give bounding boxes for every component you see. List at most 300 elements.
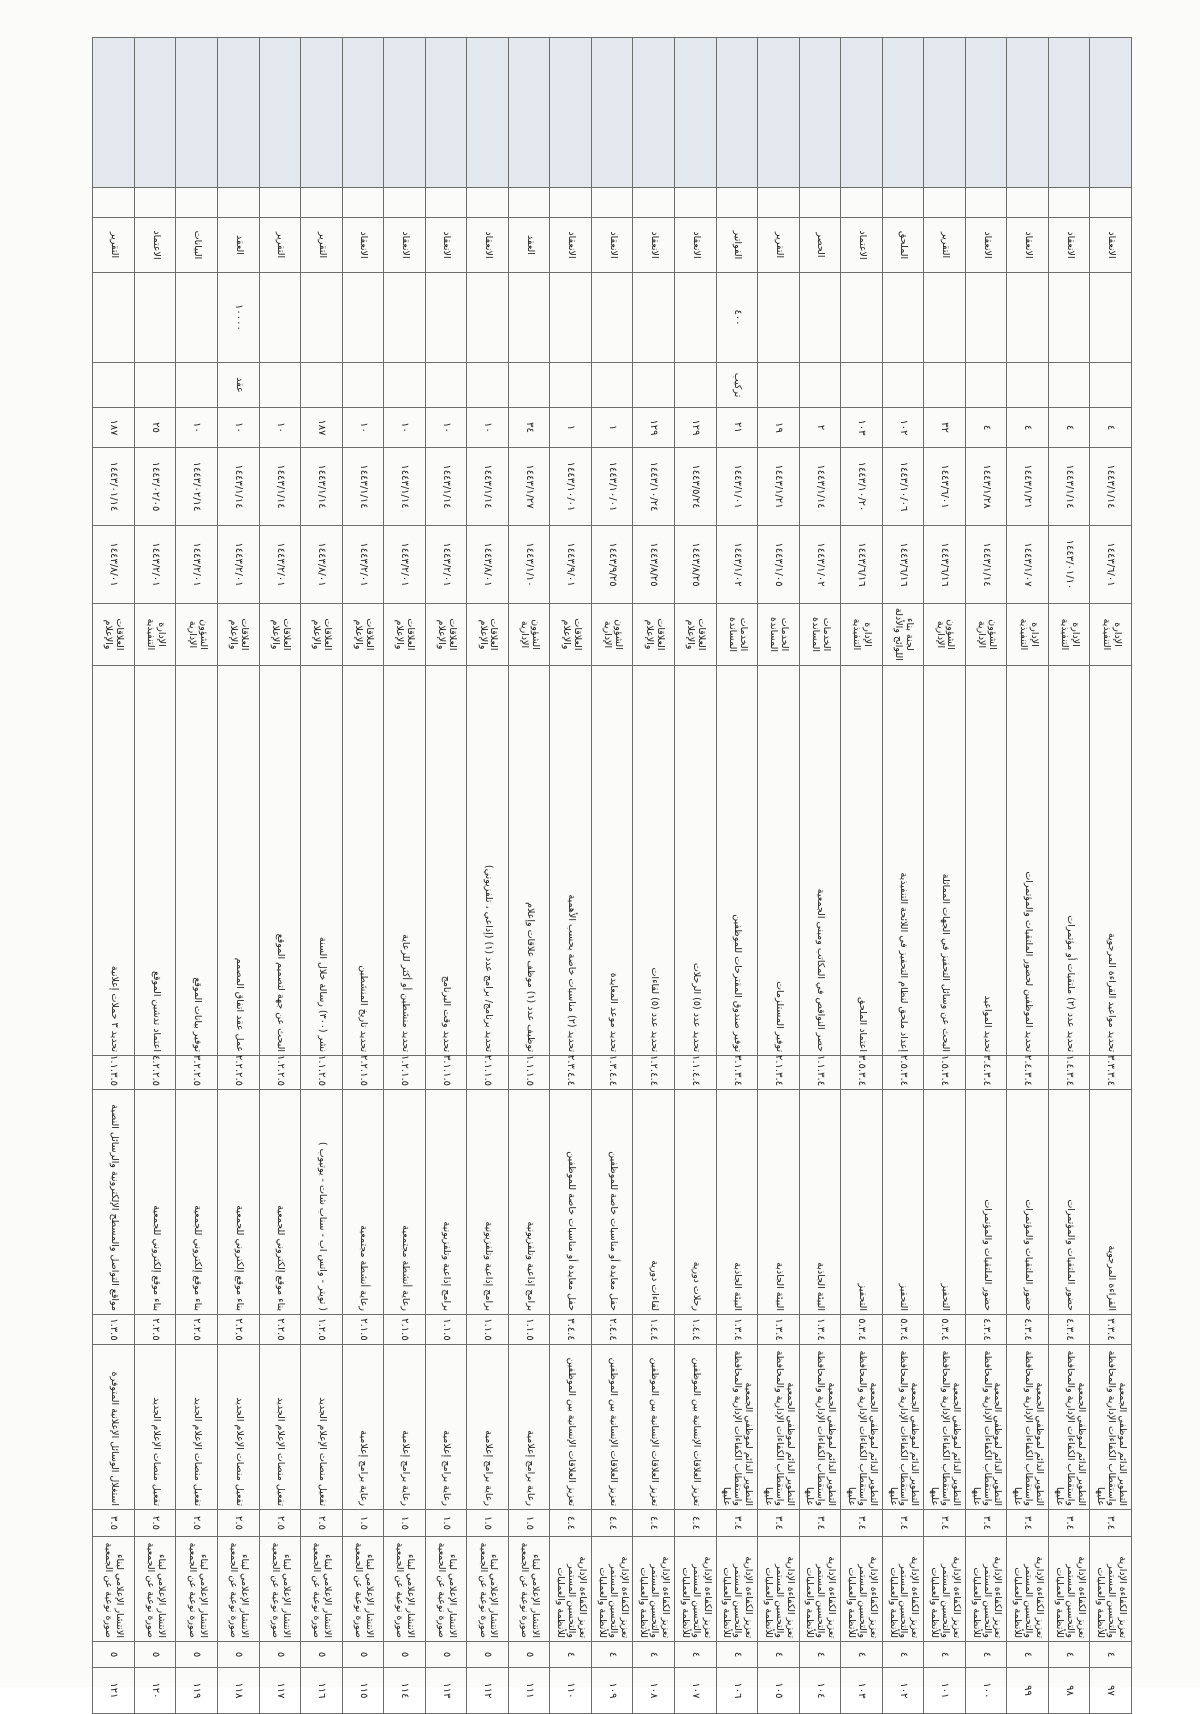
- quantity-cell: ٤٠٠: [716, 273, 758, 363]
- program-code-cell: ١.٢.١.٥: [384, 1056, 426, 1090]
- indicator-cell: الفواتير: [716, 218, 758, 273]
- quantity-cell: [301, 273, 343, 363]
- row-number-cell: ١٠٣: [841, 1668, 883, 1714]
- indicator-cell: الملحق: [882, 218, 924, 273]
- duration-cell: ١٠: [176, 408, 218, 448]
- strategic-axis-number-cell: ٤: [924, 1642, 966, 1668]
- program-code-cell: ٤.٢.٢.٥: [134, 1056, 176, 1090]
- responsible-department-cell: الإدارة التنفيذية: [1007, 604, 1049, 666]
- program-code-cell: ٣.٥.٣.٤: [841, 1056, 883, 1090]
- shaded-cell-cell: [758, 38, 800, 188]
- strategic-goal-cell: تعزيز الكفاءة الإدارية والتحسين المستمر للأنظمة والعمليات: [965, 1537, 1007, 1642]
- responsible-department-cell: العلاقات والإعلام: [342, 604, 384, 666]
- shaded-cell-cell: [924, 38, 966, 188]
- program-code-cell: ١.٣.٤.٤: [591, 1056, 633, 1090]
- goal-code-cell: ٤.٤: [550, 1510, 592, 1537]
- program-code-cell: ١.٢.٢.٥: [259, 1056, 301, 1090]
- program-cell: القراءة المرجوية: [1090, 1090, 1132, 1315]
- responsible-department-cell: العلاقات والإعلام: [467, 604, 509, 666]
- program-code-cell: ٣.١.٣.٤: [716, 1056, 758, 1090]
- strategic-goal-cell: تعزيز الكفاءة الإدارية والتحسين المستمر للأنظمة والعمليات: [924, 1537, 966, 1642]
- indicator-cell: التقرير: [301, 218, 343, 273]
- strategic-goal-cell: تعزيز الكفاءة الإدارية والتحسين المستمر للأنظمة والعمليات: [758, 1537, 800, 1642]
- program-code-cell: ١.٤.٣.٤: [1048, 1056, 1090, 1090]
- activity-cell: توظيف عدد (١) موظف علاقات وإعلام: [508, 666, 550, 1056]
- shaded-cell-cell: [301, 38, 343, 188]
- goal-code-cell: ٤.٤: [633, 1510, 675, 1537]
- strategic-goal-cell: تعزيز الكفاءة الإدارية والتحسين المستمر للأنظمة والعمليات: [882, 1537, 924, 1642]
- strategic-goal-cell: تعزيز الكفاءة الإدارية والتحسين المستمر للأنظمة والعمليات: [1090, 1537, 1132, 1642]
- start-date-cell: ١٤٤٣/٢/٠١: [217, 526, 259, 604]
- goal-code-cell: ٣.٤: [716, 1510, 758, 1537]
- strategic-goal-cell: الانتشار الإعلامي لبناء صورة نوعية عن الجمعية: [301, 1537, 343, 1642]
- program-cell: بناء موقع إلكتروني للجمعية: [176, 1090, 218, 1315]
- unit-cell: [508, 363, 550, 408]
- objective-cell: التطوير الدائم لموظفي الجمعية واستقطاب الكفاءات الإدارية والمحافظة عليها: [841, 1345, 883, 1510]
- end-date-cell: ١٤٤٣/٠٢/٠٥: [134, 448, 176, 526]
- responsible-department-cell: العلاقات والإعلام: [217, 604, 259, 666]
- activity-cell: اعتماد تدشين الموقع: [134, 666, 176, 1056]
- program-code-cell: ٢.٢.١.٥: [342, 1056, 384, 1090]
- duration-cell: ١٠: [384, 408, 426, 448]
- goal-code-cell: ٣.٤: [1048, 1510, 1090, 1537]
- program-code-cell: ١.١.٢.٥: [301, 1056, 343, 1090]
- operational-plan-table: [92, 37, 1132, 1714]
- table-row: [591, 38, 633, 1714]
- objective-cell: تفعيل منصات الإعلام الجديد: [134, 1345, 176, 1510]
- goal-code-cell: ١.٥: [384, 1510, 426, 1537]
- end-date-cell: ١٤٤٣/١٠/٠٦: [882, 448, 924, 526]
- program-cell: البيئة الجاذبة: [758, 1090, 800, 1315]
- indicator-cell: الانعقاد: [1007, 218, 1049, 273]
- activity-cell: نشر (٣٠٠) رسالة خلال السنة: [301, 666, 343, 1056]
- strategic-goal-cell: تعزيز الكفاءة الإدارية والتحسين المستمر للأنظمة والعمليات: [1007, 1537, 1049, 1642]
- start-date-cell: ١٤٤٣/٦/١٦: [882, 526, 924, 604]
- strategic-goal-cell: الانتشار الإعلامي لبناء صورة نوعية عن الجمعية: [134, 1537, 176, 1642]
- objective-code-cell: ١.١.٥: [467, 1315, 509, 1345]
- quantity-cell: [384, 273, 426, 363]
- goal-code-cell: ٣.٤: [924, 1510, 966, 1537]
- start-date-cell: ١٤٤٣/٢/٠١: [259, 526, 301, 604]
- empty-cell-cell: [633, 188, 675, 218]
- activity-cell: توفير صندوق المقترحات للموظفين: [716, 666, 758, 1056]
- program-code-cell: ٣.٤.٣.٤: [965, 1056, 1007, 1090]
- objective-code-cell: ٥.٣.٤: [924, 1315, 966, 1345]
- empty-cell-cell: [882, 188, 924, 218]
- table-row: [841, 38, 883, 1714]
- activity-cell: البحث عن وسائل التحفيز في الجهات المماثلة: [924, 666, 966, 1056]
- indicator-cell: الانعقاد: [342, 218, 384, 273]
- activity-cell: تحديد عدد (٢) ملتقيات أو مؤتمرات: [1048, 666, 1090, 1056]
- objective-code-cell: ١.٣.٤: [799, 1315, 841, 1345]
- shaded-cell-cell: [882, 38, 924, 188]
- quantity-cell: [882, 273, 924, 363]
- strategic-axis-number-cell: ٤: [1090, 1642, 1132, 1668]
- row-number-cell: ١٢٠: [134, 1668, 176, 1714]
- row-number-cell: ١١٧: [259, 1668, 301, 1714]
- strategic-axis-number-cell: ٥: [217, 1642, 259, 1668]
- duration-cell: ٤: [965, 408, 1007, 448]
- shaded-cell-cell: [716, 38, 758, 188]
- responsible-department-cell: الإدارة التنفيذية: [134, 604, 176, 666]
- table-row: [799, 38, 841, 1714]
- quantity-cell: ١٠٠٠٠: [217, 273, 259, 363]
- goal-code-cell: ٢.٥: [176, 1510, 218, 1537]
- duration-cell: ١٨٧: [93, 408, 135, 448]
- table-row: [342, 38, 384, 1714]
- activity-cell: تحديد مواعيد القراءة المرجوية: [1090, 666, 1132, 1056]
- objective-code-cell: ٢.٢.٥: [134, 1315, 176, 1345]
- row-number-cell: ١١٢: [467, 1668, 509, 1714]
- indicator-cell: الانعقاد: [384, 218, 426, 273]
- duration-cell: ١٢٩: [633, 408, 675, 448]
- program-code-cell: ٣.٢.٢.٥: [176, 1056, 218, 1090]
- shaded-cell-cell: [633, 38, 675, 188]
- start-date-cell: ١٤٤٣/٢/٠١: [384, 526, 426, 604]
- activity-cell: تحديد ٣ حملات إعلانية: [93, 666, 135, 1056]
- row-number-cell: ١٠٢: [882, 1668, 924, 1714]
- duration-cell: ١٩: [758, 408, 800, 448]
- duration-cell: ٢١: [716, 408, 758, 448]
- strategic-goal-cell: الانتشار الإعلامي لبناء صورة نوعية عن الجمعية: [93, 1537, 135, 1642]
- table-row: [176, 38, 218, 1714]
- program-cell: حفل معايدة أو مناسبات خاصة للموظفين: [550, 1090, 592, 1315]
- program-code-cell: ١.١.٣.٥: [93, 1056, 135, 1090]
- activity-cell: تحديد المواعيد: [965, 666, 1007, 1056]
- activity-cell: حصر النواقص في المكاتب ومبنى الجمعية: [799, 666, 841, 1056]
- indicator-cell: العقد: [217, 218, 259, 273]
- strategic-goal-cell: الانتشار الإعلامي لبناء صورة نوعية عن الجمعية: [217, 1537, 259, 1642]
- quantity-cell: [1048, 273, 1090, 363]
- end-date-cell: ١٤٤٣/١٠/٠١: [550, 448, 592, 526]
- activity-cell: عمل عقد اتفاق المصمم: [217, 666, 259, 1056]
- activity-cell: تحديد (٢) مناسبات خاصة بحسب الأهمية: [550, 666, 592, 1056]
- objective-cell: رعاية برامج إعلامية: [508, 1345, 550, 1510]
- strategic-axis-number-cell: ٥: [342, 1642, 384, 1668]
- empty-cell-cell: [342, 188, 384, 218]
- unit-cell: [841, 363, 883, 408]
- quantity-cell: [134, 273, 176, 363]
- quantity-cell: [841, 273, 883, 363]
- responsible-department-cell: العلاقات والإعلام: [633, 604, 675, 666]
- start-date-cell: ١٤٤٣/١/١٠: [508, 526, 550, 604]
- indicator-cell: الانعقاد: [425, 218, 467, 273]
- strategic-goal-cell: تعزيز الكفاءة الإدارية والتحسين المستمر للأنظمة والعمليات: [591, 1537, 633, 1642]
- duration-cell: ١: [591, 408, 633, 448]
- start-date-cell: ١٤٤٣/٦/٠١: [1090, 526, 1132, 604]
- indicator-cell: التقرير: [259, 218, 301, 273]
- program-cell: رعاية أنشطة مجتمعية: [342, 1090, 384, 1315]
- shaded-cell-cell: [1007, 38, 1049, 188]
- objective-code-cell: ١.٤.٤: [674, 1315, 716, 1345]
- objective-code-cell: ١.٣.٤: [716, 1315, 758, 1345]
- responsible-department-cell: العلاقات والإعلام: [384, 604, 426, 666]
- row-number-cell: ١١٦: [301, 1668, 343, 1714]
- strategic-goal-cell: تعزيز الكفاءة الإدارية والتحسين المستمر للأنظمة والعمليات: [716, 1537, 758, 1642]
- activity-cell: تحديد عدد (٥) لقاءات: [633, 666, 675, 1056]
- start-date-cell: ١٤٤٣/٢/٠١: [176, 526, 218, 604]
- quantity-cell: [508, 273, 550, 363]
- shaded-cell-cell: [799, 38, 841, 188]
- start-date-cell: ١٤٤٣/٨/٠١: [301, 526, 343, 604]
- quantity-cell: [176, 273, 218, 363]
- responsible-department-cell: العلاقات والإعلام: [259, 604, 301, 666]
- program-code-cell: ٢.٢.٢.٥: [217, 1056, 259, 1090]
- shaded-cell-cell: [674, 38, 716, 188]
- quantity-cell: [674, 273, 716, 363]
- shaded-cell-cell: [176, 38, 218, 188]
- objective-code-cell: ٣.٤.٤: [550, 1315, 592, 1345]
- duration-cell: ١٠٣: [841, 408, 883, 448]
- unit-cell: [758, 363, 800, 408]
- shaded-cell-cell: [217, 38, 259, 188]
- strategic-axis-number-cell: ٤: [716, 1642, 758, 1668]
- unit-cell: [342, 363, 384, 408]
- empty-cell-cell: [1007, 188, 1049, 218]
- start-date-cell: ١٤٤٣/٨/٠١: [93, 526, 135, 604]
- table-row: [550, 38, 592, 1714]
- quantity-cell: [425, 273, 467, 363]
- responsible-department-cell: الشؤون الإدارية: [591, 604, 633, 666]
- objective-code-cell: ٤.٣.٤: [1048, 1315, 1090, 1345]
- empty-cell-cell: [591, 188, 633, 218]
- activity-cell: تحديد وقت البرنامج: [425, 666, 467, 1056]
- shaded-cell-cell: [384, 38, 426, 188]
- strategic-axis-number-cell: ٥: [301, 1642, 343, 1668]
- program-cell: التحفيز: [882, 1090, 924, 1315]
- goal-code-cell: ٢.٥: [259, 1510, 301, 1537]
- strategic-goal-cell: الانتشار الإعلامي لبناء صورة نوعية عن الجمعية: [467, 1537, 509, 1642]
- indicator-cell: البيانات: [176, 218, 218, 273]
- objective-code-cell: ٢.١.٥: [384, 1315, 426, 1345]
- goal-code-cell: ٢.٥: [217, 1510, 259, 1537]
- responsible-department-cell: العلاقات والإعلام: [301, 604, 343, 666]
- objective-cell: رعاية برامج إعلامية: [384, 1345, 426, 1510]
- table-row: [467, 38, 509, 1714]
- row-number-cell: ١٠٩: [591, 1668, 633, 1714]
- shaded-cell-cell: [342, 38, 384, 188]
- start-date-cell: ١٤٤٣/١/٠٥: [758, 526, 800, 604]
- unit-cell: [924, 363, 966, 408]
- strategic-goal-cell: تعزيز الكفاءة الإدارية والتحسين المستمر للأنظمة والعمليات: [799, 1537, 841, 1642]
- quantity-cell: [342, 273, 384, 363]
- program-code-cell: ١.١.١.٥: [508, 1056, 550, 1090]
- strategic-axis-number-cell: ٤: [799, 1642, 841, 1668]
- empty-cell-cell: [508, 188, 550, 218]
- goal-code-cell: ٣.٤: [841, 1510, 883, 1537]
- table-row: [1007, 38, 1049, 1714]
- objective-cell: تفعيل منصات الإعلام الجديد: [259, 1345, 301, 1510]
- responsible-department-cell: الشؤون الإدارية: [176, 604, 218, 666]
- empty-cell-cell: [1090, 188, 1132, 218]
- start-date-cell: ١٤٤٣/٢/٠١: [342, 526, 384, 604]
- duration-cell: ١٠: [259, 408, 301, 448]
- empty-cell-cell: [1048, 188, 1090, 218]
- unit-cell: [467, 363, 509, 408]
- goal-code-cell: ١.٥: [425, 1510, 467, 1537]
- strategic-axis-number-cell: ٥: [259, 1642, 301, 1668]
- activity-cell: تحديد برنامج/ برامج عدد (١) (إذاعي ، تلفزيوني): [467, 666, 509, 1056]
- start-date-cell: ١٤٤٣/٢/٠١: [134, 526, 176, 604]
- strategic-goal-cell: تعزيز الكفاءة الإدارية والتحسين المستمر للأنظمة والعمليات: [1048, 1537, 1090, 1642]
- strategic-goal-cell: الانتشار الإعلامي لبناء صورة نوعية عن الجمعية: [342, 1537, 384, 1642]
- program-cell: حضور الملتقيات والمؤتمرات: [1048, 1090, 1090, 1315]
- quantity-cell: [965, 273, 1007, 363]
- quantity-cell: [924, 273, 966, 363]
- program-cell: رحلات دورية: [674, 1090, 716, 1315]
- end-date-cell: ١٤٤٣/٠٢/١٤: [176, 448, 218, 526]
- responsible-department-cell: العلاقات والإعلام: [550, 604, 592, 666]
- objective-code-cell: ٥.٣.٤: [882, 1315, 924, 1345]
- end-date-cell: ١٤٤٣/١/١٤: [384, 448, 426, 526]
- strategic-goal-cell: تعزيز الكفاءة الإدارية والتحسين المستمر للأنظمة والعمليات: [633, 1537, 675, 1642]
- activity-cell: تحديد عدد (٥) الرحلات: [674, 666, 716, 1056]
- table-row: [965, 38, 1007, 1714]
- strategic-axis-number-cell: ٤: [591, 1642, 633, 1668]
- end-date-cell: ١٤٤٣/١/١٤: [217, 448, 259, 526]
- empty-cell-cell: [674, 188, 716, 218]
- end-date-cell: ١٤٤٣/١/١٤: [799, 448, 841, 526]
- end-date-cell: ١٤٤٣/١/١٤: [301, 448, 343, 526]
- end-date-cell: ١٤٤٣/١/٢١: [1007, 448, 1049, 526]
- row-number-cell: ١٠١: [924, 1668, 966, 1714]
- start-date-cell: ١٤٤٣/٨/٢٥: [674, 526, 716, 604]
- strategic-goal-cell: الانتشار الإعلامي لبناء صورة نوعية عن الجمعية: [508, 1537, 550, 1642]
- row-number-cell: ١٠٥: [758, 1668, 800, 1714]
- duration-cell: ٤: [1090, 408, 1132, 448]
- goal-code-cell: ٤.٤: [591, 1510, 633, 1537]
- empty-cell-cell: [924, 188, 966, 218]
- quantity-cell: [1090, 273, 1132, 363]
- end-date-cell: ١٤٤٣/١/١٤: [342, 448, 384, 526]
- table-row: [633, 38, 675, 1714]
- responsible-department-cell: العلاقات والإعلام: [674, 604, 716, 666]
- duration-cell: ١٨٧: [301, 408, 343, 448]
- objective-cell: التطوير الدائم لموظفي الجمعية واستقطاب الكفاءات الإدارية والمحافظة عليها: [799, 1345, 841, 1510]
- program-code-cell: ١.٥.٣.٤: [924, 1056, 966, 1090]
- goal-code-cell: ٣.٤: [799, 1510, 841, 1537]
- strategic-goal-cell: الانتشار الإعلامي لبناء صورة نوعية عن الجمعية: [425, 1537, 467, 1642]
- activity-cell: البحث عن جهة لتصميم الموقع: [259, 666, 301, 1056]
- unit-cell: تركيب: [716, 363, 758, 408]
- program-cell: برامج إذاعية وتلفزيونية: [467, 1090, 509, 1315]
- program-cell: البيئة الجاذبة: [799, 1090, 841, 1315]
- start-date-cell: ١٤٤٣/٨/٢٥: [633, 526, 675, 604]
- program-code-cell: ٣.٣.٣.٤: [1090, 1056, 1132, 1090]
- table-row: [384, 38, 426, 1714]
- row-number-cell: ١٠٤: [799, 1668, 841, 1714]
- duration-cell: ١٢٩: [674, 408, 716, 448]
- start-date-cell: ١٤٤٣/٩/٢٥: [591, 526, 633, 604]
- indicator-cell: الانعقاد: [591, 218, 633, 273]
- program-cell: بناء موقع إلكتروني للجمعية: [134, 1090, 176, 1315]
- empty-cell-cell: [384, 188, 426, 218]
- responsible-department-cell: لجنة بناء اللوائح والأدلة: [882, 604, 924, 666]
- shaded-cell-cell: [425, 38, 467, 188]
- start-date-cell: ١٤٤٣/١/٠٢: [716, 526, 758, 604]
- row-number-cell: ١١٥: [342, 1668, 384, 1714]
- unit-cell: [633, 363, 675, 408]
- activity-cell: توفير بيانات الموقع: [176, 666, 218, 1056]
- empty-cell-cell: [758, 188, 800, 218]
- duration-cell: ٣٤: [508, 408, 550, 448]
- start-date-cell: ١٤٤٣/١/٠٢: [799, 526, 841, 604]
- empty-cell-cell: [134, 188, 176, 218]
- program-code-cell: ٢.٥.٣.٤: [882, 1056, 924, 1090]
- objective-cell: استغلال الوسائل الإعلانية المتوفرة: [93, 1345, 135, 1510]
- objective-code-cell: ١.٤.٤: [633, 1315, 675, 1345]
- objective-cell: التطوير الدائم لموظفي الجمعية واستقطاب الكفاءات الإدارية والمحافظة عليها: [924, 1345, 966, 1510]
- program-code-cell: ٣.١.١.٥: [425, 1056, 467, 1090]
- table-row: [674, 38, 716, 1714]
- goal-code-cell: ٢.٥: [301, 1510, 343, 1537]
- objective-cell: التطوير الدائم لموظفي الجمعية واستقطاب الكفاءات الإدارية والمحافظة عليها: [758, 1345, 800, 1510]
- indicator-cell: التقرير: [758, 218, 800, 273]
- start-date-cell: ١٤٤٣/١/٠٧: [1007, 526, 1049, 604]
- shaded-cell-cell: [591, 38, 633, 188]
- strategic-goal-cell: الانتشار الإعلامي لبناء صورة نوعية عن الجمعية: [176, 1537, 218, 1642]
- end-date-cell: ١٤٤٣/١٠/٢٤: [633, 448, 675, 526]
- program-cell: بناء موقع إلكتروني للجمعية: [217, 1090, 259, 1315]
- table-row: [93, 38, 135, 1714]
- shaded-cell-cell: [93, 38, 135, 188]
- responsible-department-cell: الخدمات المساندة: [799, 604, 841, 666]
- program-cell: التحفيز: [841, 1090, 883, 1315]
- empty-cell-cell: [965, 188, 1007, 218]
- program-cell: مواقع التواصل والمسطح الإلكترونية والرسائل النصية: [93, 1090, 135, 1315]
- row-number-cell: ١٠٠: [965, 1668, 1007, 1714]
- start-date-cell: ١٤٤٣/٠١/١٠: [1048, 526, 1090, 604]
- row-number-cell: ١١٠: [550, 1668, 592, 1714]
- program-code-cell: ١.٢.٤.٤: [633, 1056, 675, 1090]
- row-number-cell: ١٠٨: [633, 1668, 675, 1714]
- goal-code-cell: ٣.٤: [1007, 1510, 1049, 1537]
- responsible-department-cell: الشؤون الإدارية: [508, 604, 550, 666]
- start-date-cell: ١٤٤٣/٢/٠١: [425, 526, 467, 604]
- objective-cell: التطوير الدائم لموظفي الجمعية واستقطاب الكفاءات الإدارية والمحافظة عليها: [882, 1345, 924, 1510]
- shaded-cell-cell: [1090, 38, 1132, 188]
- shaded-cell-cell: [965, 38, 1007, 188]
- program-cell: التحفيز: [924, 1090, 966, 1315]
- program-code-cell: ١.١.٣.٤: [799, 1056, 841, 1090]
- program-cell: بناء موقع إلكتروني للجمعية: [259, 1090, 301, 1315]
- indicator-cell: العقد: [508, 218, 550, 273]
- row-number-cell: ١١٣: [425, 1668, 467, 1714]
- goal-code-cell: ٣.٥: [93, 1510, 135, 1537]
- objective-cell: تعزيز العلاقات الإنسانية بين الموظفين: [591, 1345, 633, 1510]
- indicator-cell: الحصر: [799, 218, 841, 273]
- objective-code-cell: ٢.٢.٥: [217, 1315, 259, 1345]
- end-date-cell: ١٤٤٣/١/١٤: [1048, 448, 1090, 526]
- unit-cell: [550, 363, 592, 408]
- strategic-axis-number-cell: ٥: [508, 1642, 550, 1668]
- start-date-cell: ١٤٤٣/٦/١٦: [924, 526, 966, 604]
- goal-code-cell: ١.٥: [467, 1510, 509, 1537]
- program-cell: حضور الملتقيات والمؤتمرات: [965, 1090, 1007, 1315]
- end-date-cell: ١٤٤٣/٠١/١٤: [93, 448, 135, 526]
- strategic-goal-cell: تعزيز الكفاءة الإدارية والتحسين المستمر للأنظمة والعمليات: [841, 1537, 883, 1642]
- unit-cell: [1007, 363, 1049, 408]
- strategic-axis-number-cell: ٤: [674, 1642, 716, 1668]
- quantity-cell: [758, 273, 800, 363]
- objective-code-cell: ٢.٢.٥: [259, 1315, 301, 1345]
- objective-cell: التطوير الدائم لموظفي الجمعية واستقطاب الكفاءات الإدارية والمحافظة عليها: [965, 1345, 1007, 1510]
- start-date-cell: ١٤٤٣/٩/٠١: [550, 526, 592, 604]
- objective-cell: تعزيز العلاقات الإنسانية بين الموظفين: [633, 1345, 675, 1510]
- row-number-cell: ٩٨: [1048, 1668, 1090, 1714]
- goal-code-cell: ٣.٤: [965, 1510, 1007, 1537]
- strategic-goal-cell: تعزيز الكفاءة الإدارية والتحسين المستمر للأنظمة والعمليات: [550, 1537, 592, 1642]
